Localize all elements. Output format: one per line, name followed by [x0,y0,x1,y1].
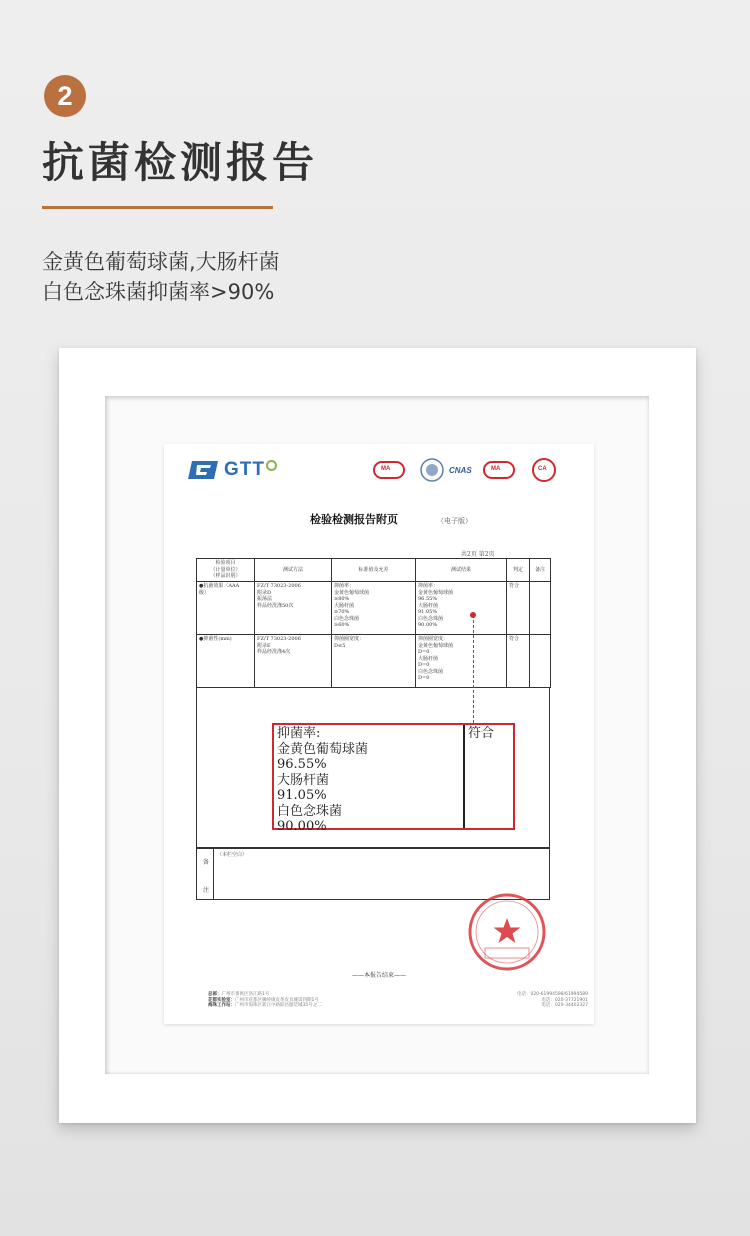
footer-row [208,1003,588,1009]
footer-address: 总部：广州市番禺区洛江路1号 [208,992,270,997]
standard-line: ≥60% [334,622,350,628]
standard-line: D≤5 [334,642,346,649]
item-cell [197,582,255,635]
zoomed-result-line: 90.00% [277,819,327,834]
method-cell [255,582,332,635]
result-line: 91.05% [418,609,438,615]
notes-label-bottom: 注 [203,887,210,894]
subtitle-line-1: 金黄色葡萄球菌,大肠杆菌 [42,250,280,274]
result-line: 金黄色葡萄球菌 [418,642,454,649]
zoomed-result-lines [277,726,368,835]
standard-line: 金黄色葡萄球菌 [334,589,370,596]
item-cell [197,635,255,688]
note-cell [530,582,551,635]
header-result: 测试结果 [416,559,507,582]
table-row [197,635,551,688]
standard-cell [332,635,416,688]
standard-line: 大肠杆菌 [334,602,355,609]
zoomed-result-line: 白色念珠菌 [277,803,343,819]
result-line: 白色念珠菌 [418,615,444,622]
standard-line: ≥70% [334,609,350,615]
certification-icons [372,456,582,486]
header-standard: 标准值及允差 [332,559,416,582]
result-line: 大肠杆菌 [418,602,439,609]
verdict-cell: 符合 [507,635,530,688]
gtt-logo-icon [188,461,218,479]
section-title: 抗菌检测报告 [42,138,319,187]
official-seal-stamp [467,892,547,972]
method-line: FZ/T 73023-2006 [257,636,301,642]
method-line: 附录D [257,589,272,596]
zoomed-verdict: 符合 [468,726,495,741]
item-line: ●抑菌性(mm) [199,636,232,642]
method-line: 附录E [257,642,271,649]
notes-text: （本栏空白） [217,852,248,858]
footer-contact: 电话：020-37721901 [541,997,588,1003]
result-line: 金黄色葡萄球菌 [418,589,454,596]
result-line: 96.55% [418,596,438,602]
cma-label-2: MA [491,466,501,472]
method-line: 样品经洗涤50次 [257,602,294,609]
zoomed-result-line: 96.55% [277,757,327,772]
result-line: D=0 [418,675,430,681]
result-line: 90.00% [418,622,438,628]
subtitle-line-2: 白色念珠菌抑菌率>90% [42,280,275,304]
method-line: 样品经洗涤4次 [257,649,291,655]
method-line: 振荡法 [257,596,273,602]
callout-dot [470,612,476,618]
method-line: FZ/T 73023-2006 [257,583,301,589]
zoomed-result-line: 91.05% [277,788,327,803]
result-line: D=0 [418,649,430,655]
ca-label: CA [538,466,547,472]
result-line: 大肠杆菌 [418,655,439,662]
result-cell [416,635,507,688]
result-line: 白色念珠菌 [418,668,444,675]
gtt-logo-text: GTT [224,459,265,480]
standard-line: 抑菌率： [334,583,355,589]
zoomed-result-line: 大肠杆菌 [277,772,330,788]
result-cell [416,582,507,635]
verdict-cell: 符合 [507,582,530,635]
header-method: 测试方法 [255,559,332,582]
item-line: 级） [199,589,210,596]
report-title: 检验检测报告附页 [310,513,398,526]
note-cell [530,635,551,688]
header-verdict: 判定 [507,559,530,582]
standard-line: 抑菌圈宽度： [334,636,365,642]
table-header-row [197,559,551,582]
certification-marks [372,456,582,486]
gtt-logo [188,459,277,481]
footer-contact: 电话：020-34402327 [541,1003,588,1008]
notes-label-top: 备 [203,859,210,866]
notes-divider [213,849,214,899]
report-end-mark: ——本报告结束—— [351,972,406,979]
report-footer [208,992,588,1009]
page-info: 共2页 第2页 [461,551,495,558]
result-line: 抑菌圈宽度： [418,636,449,642]
result-line: D=0 [418,662,430,668]
zoomed-result-callout [272,723,515,834]
title-underline [42,206,273,209]
item-line: ●抗菌效果（AAA [199,583,240,589]
table-row [197,582,551,635]
zoom-divider [463,725,465,828]
step-number-badge: 2 [44,75,86,117]
zoomed-result-line: 金黄色葡萄球菌 [277,741,369,757]
result-line: 抑菌率： [418,583,439,589]
cnas-label: CNAS [449,466,472,475]
footer-address: 花都实验室：广州市花都区狮岭镇皮革皮具城第四期1号 [208,997,319,1003]
standard-line: ≥80% [334,596,350,602]
gtt-logo-dot [266,460,277,471]
cma-label-1: MA [381,466,391,472]
header-note: 备注 [530,559,551,582]
report-edition: （电子版） [437,517,472,525]
method-cell [255,635,332,688]
standard-cell [332,582,416,635]
zoomed-result-line: 抑菌率: [277,726,321,741]
callout-connector [473,615,474,723]
footer-address: 海珠工作站：广州市海珠区新江中路联昌服装城35号之二 [208,1003,322,1008]
header-item: 检验项目 （计量单位） （样品识别） [197,559,255,582]
standard-line: 白色念珠菌 [334,615,360,622]
footer-contact: 电话：020-61994598/61994589 [516,992,588,997]
results-table [196,558,551,688]
test-report-document [164,444,594,1024]
